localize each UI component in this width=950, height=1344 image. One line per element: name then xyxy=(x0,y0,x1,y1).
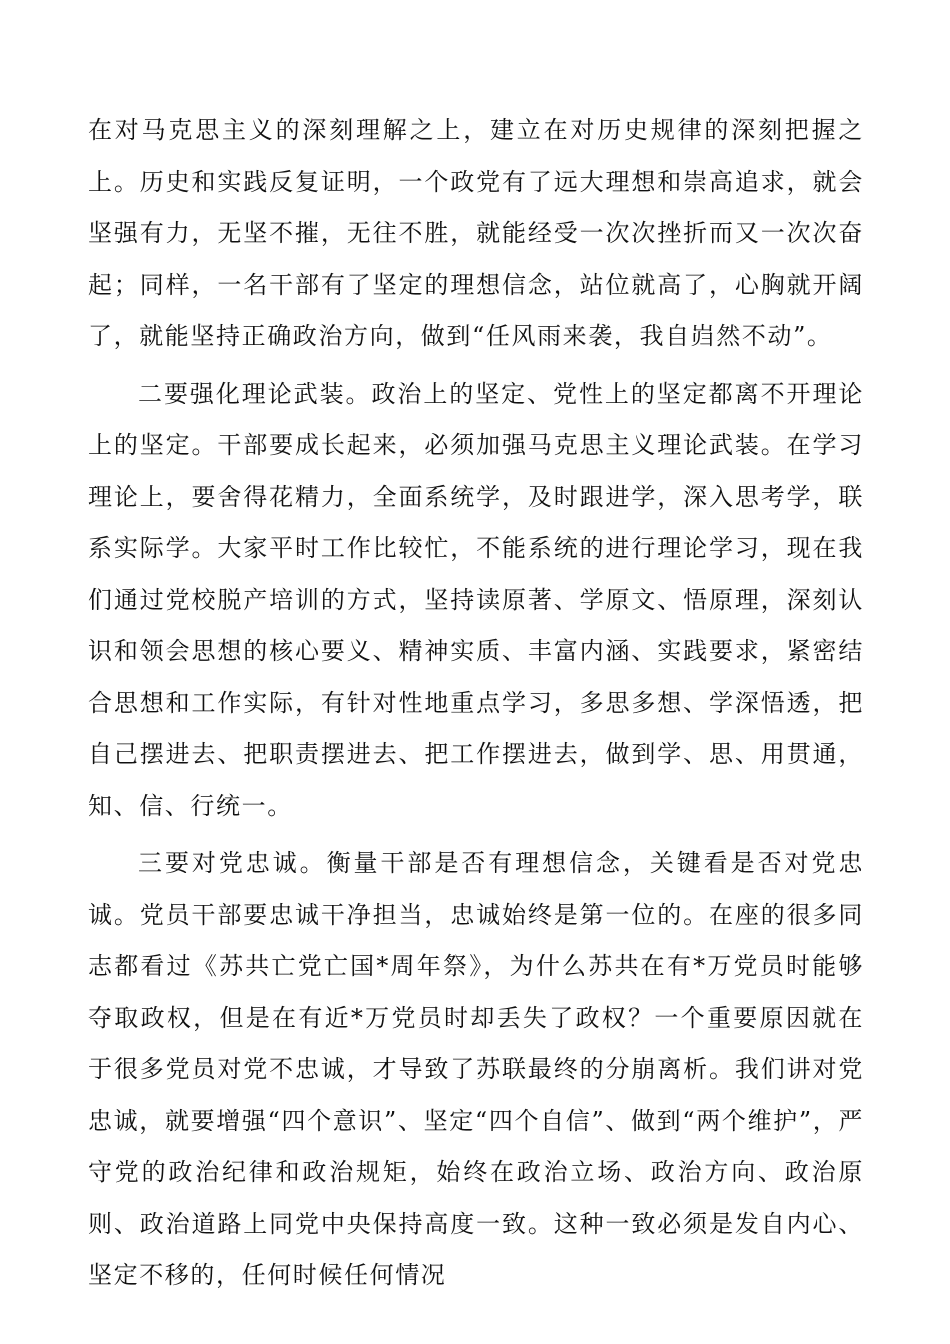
paragraph-theory-armament: 二要强化理论武装。政治上的坚定、党性上的坚定都离不开理论上的坚定。干部要成长起来，必须加强马克思主义理论武装。在学习理论上，要舍得花精力，全面系统学，及时跟进学，深入思考学，联系实际学。大家平时工作比较忙，不能系统的进行理论学习，现在我们通过党校脱产培训的方式，坚持读原著、学原文、悟原理，深刻认识和领会思想的核心要义、精神实质、丰富内涵、实践要求，紧密结合思想和工作实际，有针对性地重点学习，多思多想、学深悟透，把自己摆进去、把职责摆进去、把工作摆进去，做到学、思、用贯通，知、信、行统一。 xyxy=(88,379,864,820)
paragraph-continuation: 在对马克思主义的深刻理解之上，建立在对历史规律的深刻把握之上。历史和实践反复证明，一个政党有了远大理想和崇高追求，就会坚强有力，无坚不摧，无往不胜，就能经受一次次挫折而又一次次奋起；同样，一名干部有了坚定的理想信念，站位就高了，心胸就开阔了，就能坚持正确政治方向，做到“任风雨来袭，我自岿然不动”。 xyxy=(88,116,864,350)
paragraph-party-loyalty: 三要对党忠诚。衡量干部是否有理想信念，关键看是否对党忠诚。党员干部要忠诚干净担当，忠诚始终是第一位的。在座的很多同志都看过《苏共亡党亡国*周年祭》，为什么苏共在有*万党员时能够夺取政权，但是在有近*万党员时却丢失了政权？一个重要原因就在于很多党员对党不忠诚，才导致了苏联最终的分崩离析。我们讲对党忠诚，就要增强“四个意识”、坚定“四个自信”、做到“两个维护”，严守党的政治纪律和政治规矩，始终在政治立场、政治方向、政治原则、政治道路上同党中央保持高度一致。这种一致必须是发自内心、坚定不移的，任何时候任何情况 xyxy=(88,849,864,1289)
document-body xyxy=(88,105,864,1308)
